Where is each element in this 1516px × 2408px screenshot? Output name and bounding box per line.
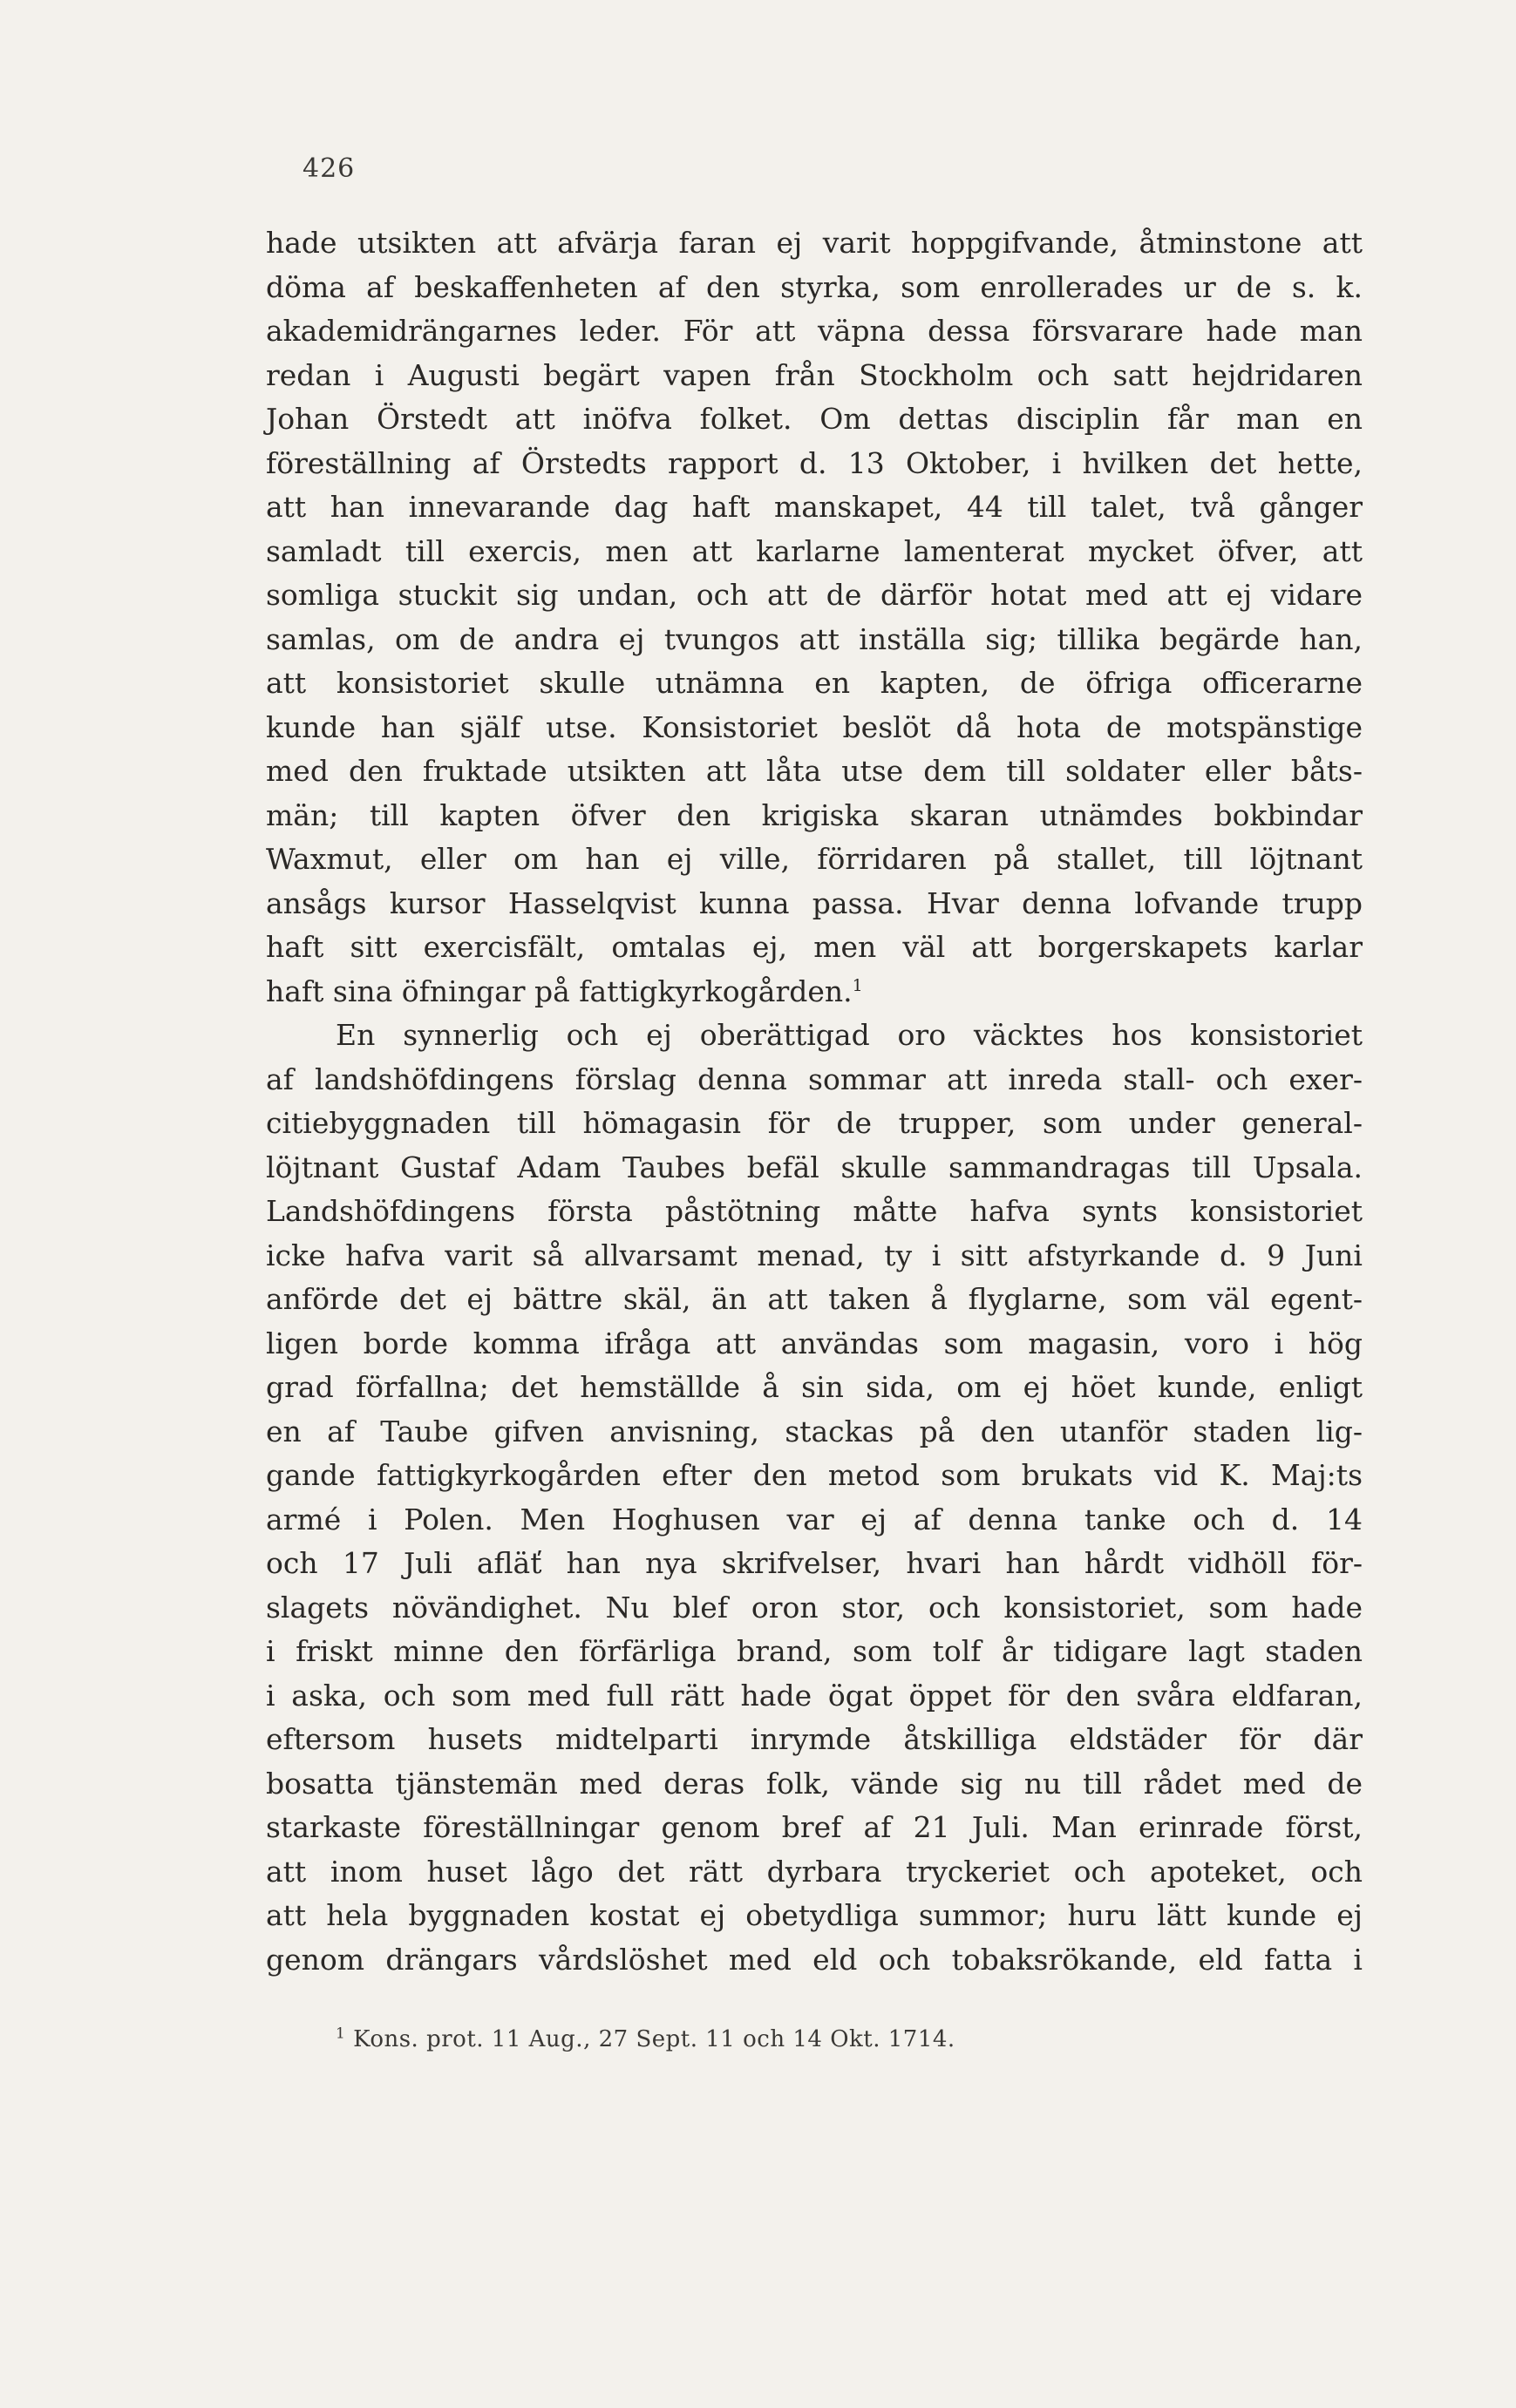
text-line: att han innevarande dag haft manskapet, 44 till talet, två gånger [266,490,1363,524]
text-line: Waxmut, eller om han ej ville, förridaren på stallet, till löjtnant [266,842,1363,876]
text-line: ligen borde komma ifråga att användas som magasin, voro i hög [266,1326,1363,1360]
text-line: att konsistoriet skulle utnämna en kapten, de öfriga officerarne [266,666,1363,700]
text-line: anförde det ej bättre skäl, än att taken å flyglarne, som väl egent- [266,1282,1363,1316]
text-line: eftersom husets midtelparti inrymde åtskilliga eldstäder för där [266,1722,1363,1756]
text-line: och 17 Juli afläť han nya skrifvelser, hvari han hårdt vidhöll för- [266,1546,1363,1580]
footnote [336,2026,955,2052]
text-line: genom drängars vårdslöshet med eld och tobaksrökande, eld fatta i [266,1942,1363,1977]
text-line: ansågs kursor Hasselqvist kunna passa. Hvar denna lofvande trupp [266,885,1363,920]
paragraph-2 [266,1014,1363,1982]
text-line: män; till kapten öfver den krigiska skaran utnämdes bokbindar [266,797,1363,832]
text-line: bosatta tjänstemän med deras folk, vände sig nu till rådet med de [266,1766,1363,1801]
footnote-ref: 1 [852,975,863,995]
text-line: att hela byggnaden kostat ej obetydliga summor; huru lätt kunde ej [266,1898,1363,1932]
text-line: grad förfallna; det hemställde å sin sida, om ej höet kunde, enligt [266,1370,1363,1404]
text-line: i friskt minne den förfärliga brand, som tolf år tidigare lagt staden [266,1634,1363,1668]
page-number: 426 [303,153,356,184]
text-line: En synnerlig och ej oberättigad oro väcktes hos konsistoriet [336,1018,1363,1052]
text-line: döma af beskaffenheten af den styrka, som enrollerades ur de s. k. [266,269,1363,304]
text-line: samlas, om de andra ej tvungos att inställa sig; tillika begärde han, [266,621,1363,656]
text-line-last [266,970,1363,1014]
text-line: att inom huset lågo det rätt dyrbara tryckeriet och apoteket, och [266,1854,1363,1889]
text-line: af landshöfdingens förslag denna sommar att inreda stall- och exer- [266,1062,1363,1096]
text-line: akademidrängarnes leder. För att väpna dessa försvarare hade man [266,314,1363,348]
text-line: citiebyggnaden till hömagasin för de trupper, som under general- [266,1106,1363,1140]
text-line: i aska, och som med full rätt hade ögat öppet för den svåra eldfaran, [266,1678,1363,1713]
text-line: gande fattigkyrkogården efter den metod som brukats vid K. Maj:ts [266,1458,1363,1492]
text-line: kunde han själf utse. Konsistoriet beslöt då hota de motspänstige [266,709,1363,744]
text-line: redan i Augusti begärt vapen från Stockholm och satt hejdridaren [266,357,1363,392]
footnote-text: Kons. prot. 11 Aug., 27 Sept. 11 och 14 Okt. 1714. [353,2026,955,2052]
text-line: haft sitt exercisfält, omtalas ej, men väl att borgerskapets karlar [266,930,1363,964]
text-line: löjtnant Gustaf Adam Taubes befäl skulle sammandragas till Upsala. [266,1150,1363,1184]
footnote-marker: 1 [336,2025,346,2043]
text-line: somliga stuckit sig undan, och att de därför hotat med att ej vidare [266,578,1363,612]
text-line: starkaste föreställningar genom bref af 21 Juli. Man erinrade först, [266,1810,1363,1844]
text-line: hade utsikten att afvärja faran ej varit hoppgifvande, åtminstone att [266,226,1363,260]
text-line: med den fruktade utsikten att låta utse dem till soldater eller båts- [266,754,1363,788]
text-line: Johan Örstedt att inöfva folket. Om dettas disciplin får man en [266,402,1363,436]
text-line: icke hafva varit så allvarsamt menad, ty i sitt afstyrkande d. 9 Juni [266,1238,1363,1272]
text-line: samladt till exercis, men att karlarne lamenterat mycket öfver, att [266,533,1363,568]
body-text [266,221,1363,1982]
text-line: föreställning af Örstedts rapport d. 13 Oktober, i hvilken det hette, [266,445,1363,480]
text-line: armé i Polen. Men Hoghusen var ej af denna tanke och d. 14 [266,1502,1363,1536]
text-line: slagets növändighet. Nu blef oron stor, och konsistoriet, som hade [266,1590,1363,1625]
text-line: en af Taube gifven anvisning, stackas på den utanför staden lig- [266,1414,1363,1448]
last-line-text: haft sina öfningar på fattigkyrkogården. [266,973,853,1008]
paragraph-1 [266,221,1363,1014]
text-line: Landshöfdingens första påstötning måtte hafva synts konsistoriet [266,1194,1363,1228]
